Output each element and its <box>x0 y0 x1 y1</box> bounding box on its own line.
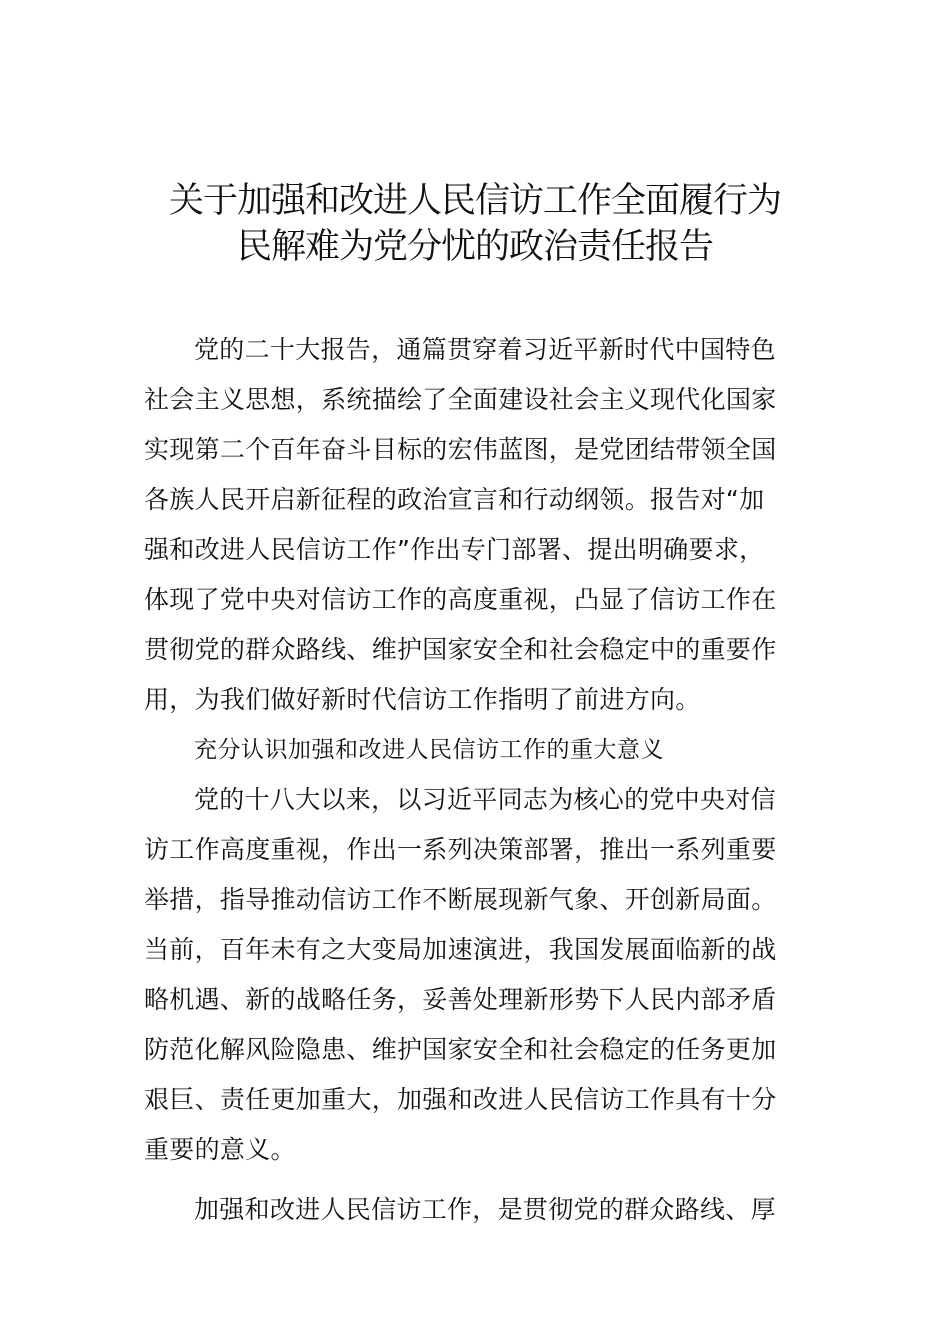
paragraph-line: 当前，百年未有之大变局加速演进，我国发展面临新的战 <box>144 935 777 964</box>
paragraph-line: 各族人民开启新征程的政治宣言和行动纲领。报告对“加 <box>144 485 765 514</box>
document-body <box>144 325 808 1235</box>
paragraph-line: 防范化解风险隐患、维护国家安全和社会稳定的任务更加 <box>144 1035 777 1064</box>
paragraph-line: 举措，指导推动信访工作不断展现新气象、开创新局面。 <box>144 885 777 914</box>
paragraph-line: 党的十八大以来，以习近平同志为核心的党中央对信 <box>194 785 776 814</box>
paragraph-line: 实现第二个百年奋斗目标的宏伟蓝图，是党团结带领全国 <box>144 435 777 464</box>
paragraph-gap <box>144 1175 808 1185</box>
paragraph-line: 用，为我们做好新时代信访工作指明了前进方向。 <box>144 685 701 714</box>
section-heading: 充分认识加强和改进人民信访工作的重大意义 <box>194 737 664 763</box>
title-line-1: 关于加强和改进人民信访工作全面履行为 <box>168 181 781 221</box>
paragraph-line: 访工作高度重视，作出一系列决策部署，推出一系列重要 <box>144 835 777 864</box>
paragraph-line: 艰巨、责任更加重大，加强和改进人民信访工作具有十分 <box>144 1085 777 1114</box>
paragraph-line: 贯彻党的群众路线、维护国家安全和社会稳定中的重要作 <box>144 635 777 664</box>
paragraph-line: 加强和改进人民信访工作，是贯彻党的群众路线、厚 <box>194 1195 776 1224</box>
paragraph-line: 社会主义思想，系统描绘了全面建设社会主义现代化国家 <box>144 385 777 414</box>
document-title <box>140 178 810 270</box>
paragraph-line: 党的二十大报告，通篇贯穿着习近平新时代中国特色 <box>194 335 776 364</box>
title-line-2: 民解难为党分忧的政治责任报告 <box>236 227 713 267</box>
paragraph-line: 体现了党中央对信访工作的高度重视，凸显了信访工作在 <box>144 585 777 614</box>
paragraph-line: 强和改进人民信访工作”作出专门部署、提出明确要求， <box>144 535 765 564</box>
paragraph-line: 略机遇、新的战略任务，妥善处理新形势下人民内部矛盾 <box>144 985 777 1014</box>
paragraph-line: 重要的意义。 <box>144 1135 296 1164</box>
